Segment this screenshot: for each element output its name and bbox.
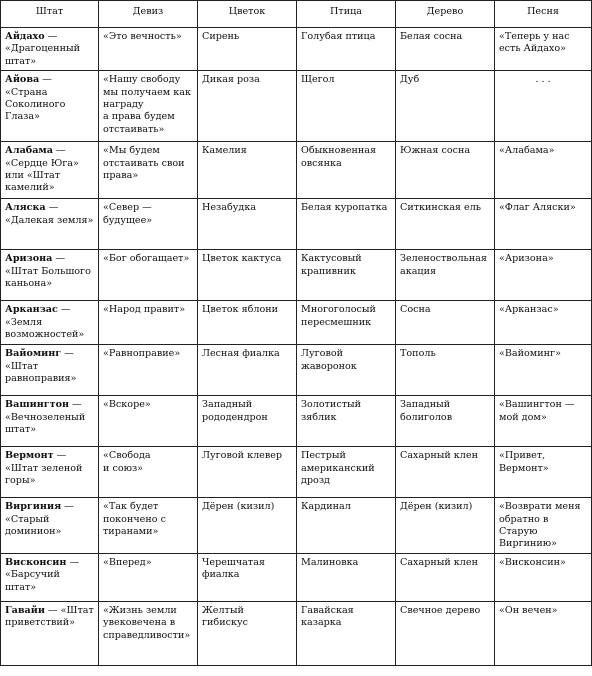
tree-cell: Сахарный клен xyxy=(396,553,495,601)
state-cell xyxy=(1,553,99,601)
tree-cell: Сахарный клен xyxy=(396,447,495,498)
state-cell xyxy=(1,345,99,396)
motto-cell: «Нашу свободу мы получаем как награду а права будем отстаивать» xyxy=(99,71,198,142)
state-nickname: — «Драгоценный штат» xyxy=(5,31,80,67)
motto-cell: «Север — будущее» xyxy=(99,199,198,250)
state-name: Вермонт xyxy=(5,450,54,462)
flower-cell: Незабудка xyxy=(198,199,297,250)
tree-cell: Западный болиголов xyxy=(396,396,495,447)
bird-cell: Кардинал xyxy=(297,498,396,554)
state-cell xyxy=(1,601,99,665)
song-cell: «Возврати меня обратно в Старую Виргинию» xyxy=(495,498,592,554)
motto-cell: «Жизнь земли увековечена в справедливости» xyxy=(99,601,198,665)
state-nickname: — «Вечнозеленый штат» xyxy=(5,399,86,436)
state-cell xyxy=(1,250,99,301)
song-cell: «Привет, Вермонт» xyxy=(495,447,592,498)
state-name: Гавайи xyxy=(5,604,45,616)
motto-cell: «Это вечность» xyxy=(99,28,198,71)
table-row xyxy=(1,345,592,396)
column-header-state: Штат xyxy=(1,1,99,28)
tree-cell: Тополь xyxy=(396,345,495,396)
motto-cell: «Вскоре» xyxy=(99,396,198,447)
state-cell xyxy=(1,498,99,554)
tree-cell: Зеленоствольная акация xyxy=(396,250,495,301)
table-row xyxy=(1,447,592,498)
flower-cell: Дикая роза xyxy=(198,71,297,142)
motto-cell: «Свобода и союз» xyxy=(99,447,198,498)
state-name: Аляска xyxy=(5,202,46,214)
tree-cell: Ситкинская ель xyxy=(396,199,495,250)
state-name: Вашингтон xyxy=(5,399,70,411)
state-nickname: — «Штат приветствий» xyxy=(5,604,94,629)
song-cell: . . . xyxy=(495,71,592,142)
motto-cell: «Народ правит» xyxy=(99,301,198,345)
bird-cell: Золотистый зяблик xyxy=(297,396,396,447)
state-name: Алабама xyxy=(5,145,53,157)
flower-cell: Лесная фиалка xyxy=(198,345,297,396)
state-nickname: — «Штат равноправия» xyxy=(5,348,77,385)
table-row xyxy=(1,553,592,601)
bird-cell: Малиновка xyxy=(297,553,396,601)
state-nickname: — «Сердце Юга» или «Штат камелий» xyxy=(5,145,79,194)
table-row xyxy=(1,250,592,301)
song-cell: «Теперь у нас есть Айдахо» xyxy=(495,28,592,71)
state-nickname: — «Штат зеленой горы» xyxy=(5,450,83,487)
song-cell: «Он вечен» xyxy=(495,601,592,665)
bird-cell: Многоголосый пересмешник xyxy=(297,301,396,345)
song-cell: «Вайоминг» xyxy=(495,345,592,396)
song-cell: «Висконсин» xyxy=(495,553,592,601)
column-header-song: Песня xyxy=(495,1,592,28)
table-row xyxy=(1,71,592,142)
state-cell xyxy=(1,396,99,447)
state-cell xyxy=(1,142,99,199)
flower-cell: Луговой клевер xyxy=(198,447,297,498)
table-row xyxy=(1,301,592,345)
motto-cell: «Бог обогащает» xyxy=(99,250,198,301)
bird-cell: Голубая птица xyxy=(297,28,396,71)
state-name: Виргиния xyxy=(5,501,62,513)
state-nickname: — «Барсучий штат» xyxy=(5,556,80,593)
song-cell: «Алабама» xyxy=(495,142,592,199)
flower-cell: Западный рододендрон xyxy=(198,396,297,447)
state-cell xyxy=(1,28,99,71)
column-header-bird: Птица xyxy=(297,1,396,28)
bird-cell: Кактусовый крапивник xyxy=(297,250,396,301)
column-header-tree: Дерево xyxy=(396,1,495,28)
state-name: Висконсин xyxy=(5,556,67,568)
song-cell: «Аризона» xyxy=(495,250,592,301)
flower-cell: Дёрен (кизил) xyxy=(198,498,297,554)
tree-cell: Белая сосна xyxy=(396,28,495,71)
table-row xyxy=(1,199,592,250)
state-cell xyxy=(1,301,99,345)
table-row xyxy=(1,396,592,447)
table-row xyxy=(1,498,592,554)
state-cell xyxy=(1,447,99,498)
flower-cell: Сирень xyxy=(198,28,297,71)
flower-cell: Черешчатая фиалка xyxy=(198,553,297,601)
tree-cell: Сосна xyxy=(396,301,495,345)
state-nickname: — «Далекая земля» xyxy=(5,202,94,226)
state-name: Аризона xyxy=(5,253,53,265)
motto-cell: «Так будет покончено с тиранами» xyxy=(99,498,198,554)
flower-cell: Цветок яблони xyxy=(198,301,297,345)
bird-cell: Белая куропатка xyxy=(297,199,396,250)
table-row xyxy=(1,28,592,71)
motto-cell: «Мы будем отстаивать свои права» xyxy=(99,142,198,199)
column-header-motto: Девиз xyxy=(99,1,198,28)
bird-cell: Пестрый американский дрозд xyxy=(297,447,396,498)
state-name: Айова xyxy=(5,74,40,86)
state-nickname: — «Земля возможностей» xyxy=(5,304,85,341)
column-header-flower: Цветок xyxy=(198,1,297,28)
state-nickname: — «Страна Соколиного Глаза» xyxy=(5,74,66,123)
bird-cell: Луговой жаворонок xyxy=(297,345,396,396)
flower-cell: Цветок кактуса xyxy=(198,250,297,301)
tree-cell: Дёрен (кизил) xyxy=(396,498,495,554)
state-nickname: — «Штат Большого каньона» xyxy=(5,253,91,290)
state-name: Айдахо xyxy=(5,31,45,42)
state-cell xyxy=(1,199,99,250)
state-name: Арканзас xyxy=(5,304,58,316)
song-cell: «Арканзас» xyxy=(495,301,592,345)
bird-cell: Гавайская казарка xyxy=(297,601,396,665)
flower-cell: Камелия xyxy=(198,142,297,199)
table-header-row xyxy=(1,1,592,28)
state-name: Вайоминг xyxy=(5,348,62,360)
flower-cell: Желтый гибискус xyxy=(198,601,297,665)
table-row xyxy=(1,142,592,199)
song-cell: «Вашингтон — мой дом» xyxy=(495,396,592,447)
motto-cell: «Равноправие» xyxy=(99,345,198,396)
bird-cell: Обыкновенная овсянка xyxy=(297,142,396,199)
bird-cell: Щегол xyxy=(297,71,396,142)
tree-cell: Свечное дерево xyxy=(396,601,495,665)
tree-cell: Южная сосна xyxy=(396,142,495,199)
table-row xyxy=(1,601,592,665)
tree-cell: Дуб xyxy=(396,71,495,142)
state-nickname: — «Старый доминион» xyxy=(5,501,74,538)
motto-cell: «Вперед» xyxy=(99,553,198,601)
state-cell xyxy=(1,71,99,142)
song-cell: «Флаг Аляски» xyxy=(495,199,592,250)
